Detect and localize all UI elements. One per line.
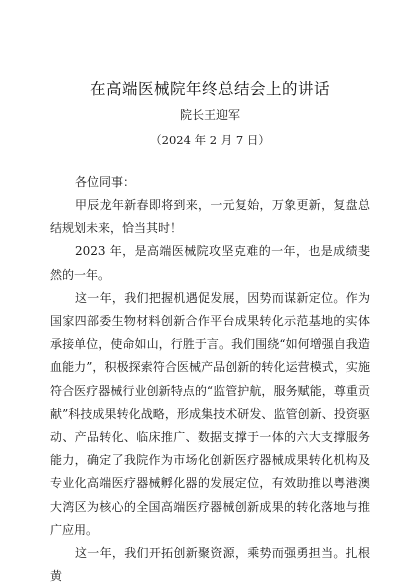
document-title: 在高端医械院年终总结会上的讲话: [89, 80, 330, 98]
paragraph-2: 2023 年，是高端医械院攻坚克难的一年，也是成绩斐然的一年。: [50, 244, 370, 282]
paragraph-3: 这一年，我们把握机遇促发展，因势而谋新定位。作为国家四部委生物材料创新合作平台成果转化示范基地的实体承接单位，使命如山，行胜于言。我们围绕“如何增强自我造血能力”，积极探索符合医械产品创新的转化运营模式，实施符合医疗器械行业创新特点的“监管护航，服务赋能，尊重贡献”科技成果转化战略，形成集技术研发、监管创新、投资驱动、产品转化、临床推广、数据支撑于一体的六大支撑服务能力，确定了我院作为市场化创新医疗器械成果转化机构及专业化高端医疗器械孵化器的发展定位，有效助推以粤港澳大湾区为核心的全国高端医疗器械创新成果的转化落地与推广应用。: [50, 290, 370, 537]
document-author: 院长王迎军: [179, 108, 240, 122]
paragraph-1: 甲辰龙年新春即将到来，一元复始，万象更新，复盘总结规划未来，恰当其时！: [50, 198, 370, 236]
salutation: 各位同事：: [75, 175, 136, 189]
document-date: （2024 年 2 月 7 日）: [150, 133, 270, 147]
paragraph-4: 这一年，我们开拓创新聚资源，乘势而强勇担当。扎根黄: [50, 546, 370, 584]
